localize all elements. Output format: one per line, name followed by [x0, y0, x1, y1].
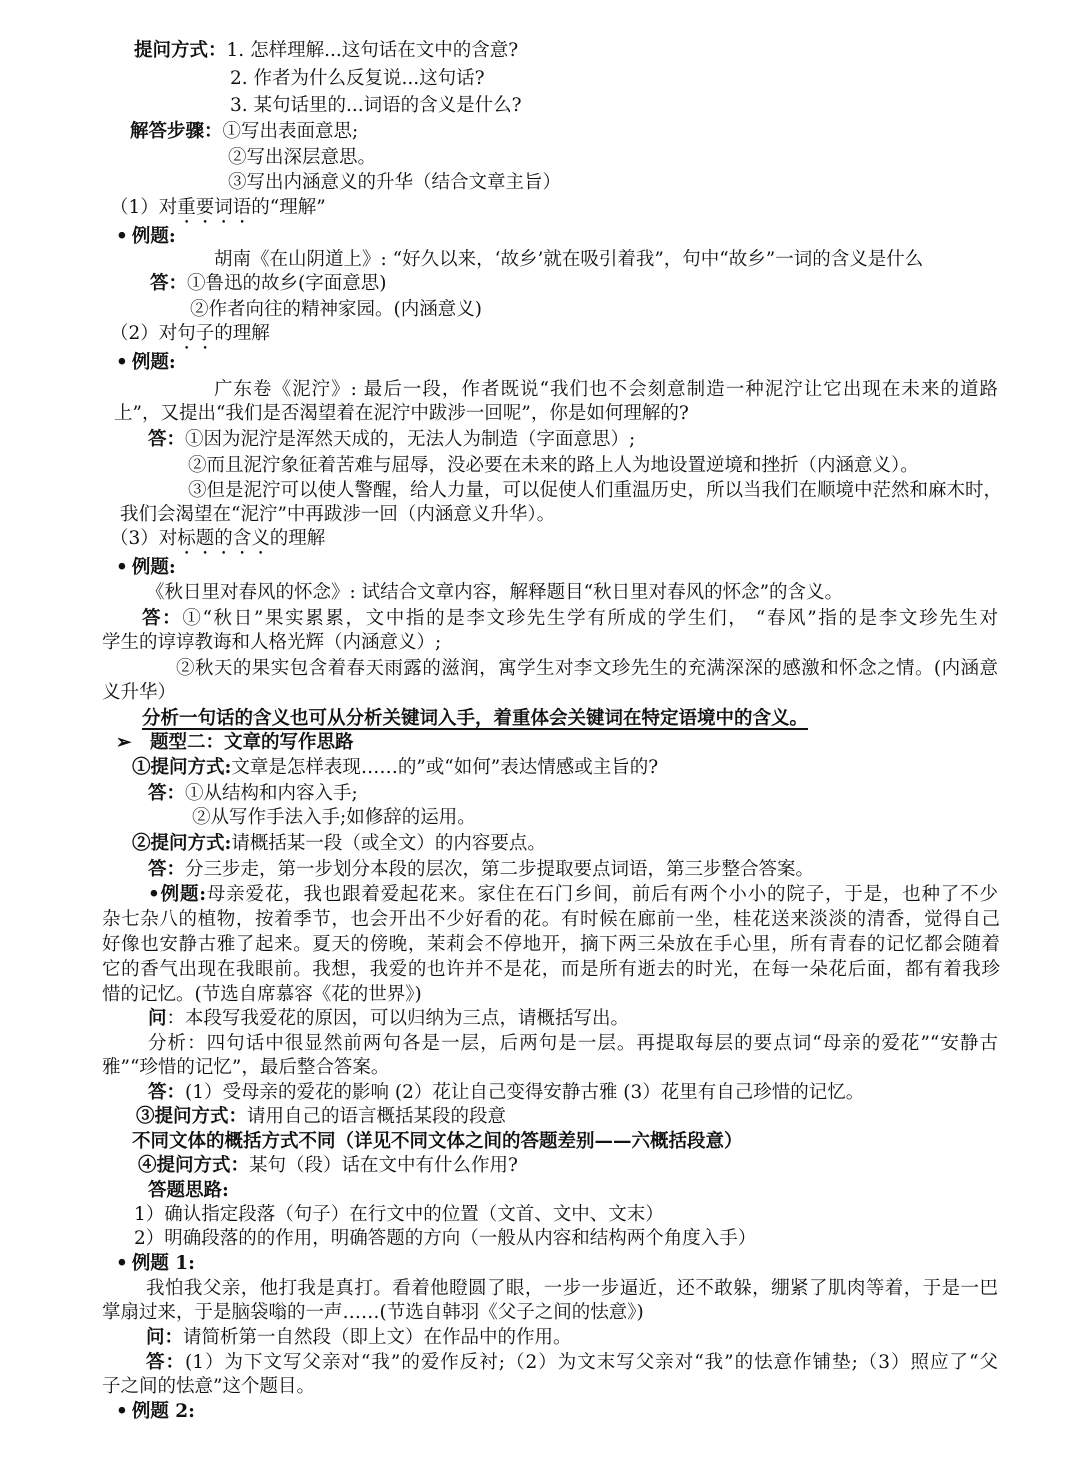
example-l3-text: 好像也安静古雅了起来。夏天的傍晚，茉莉会不停地开，摘下两三朵放在手心里，所有青春的记忆都会随着: [102, 934, 1000, 955]
section2-question-l1: 广东卷《泥泞》: 最后一段，作者既说“我们也不会刻意制造一种泥泞让它出现在未来的道路: [214, 379, 998, 400]
colon: ：: [165, 1352, 185, 1373]
type2-ex1-l2: [102, 1300, 644, 1326]
section1-answer-1-text: ①鲁迅的故乡(字面意思): [187, 273, 387, 294]
section1-heading-pre: （1）对: [110, 197, 178, 218]
section3-question: [146, 580, 843, 606]
bullet-icon: •: [116, 1401, 128, 1422]
example-label: 例题:: [131, 226, 176, 247]
answer-step-1: ①写出表面意思;: [222, 121, 359, 142]
section3-heading-dot: 标题的含义: [177, 528, 270, 549]
section3-answer-1b-text: 学生的谆谆教诲和人格光辉（内涵意义）;: [102, 632, 442, 653]
section3-answer-2a-text: ②秋天的果实包含着春天雨露的滋润，寓学生对李文珍先生的充满深深的感激和怀念之情。(内涵意: [176, 658, 998, 679]
type2-analysis-l1: [148, 1031, 998, 1057]
bullet-icon: •: [148, 884, 160, 905]
type2-ask: [148, 1006, 629, 1032]
bullet-icon: •: [116, 226, 128, 247]
answer-label: 答: [146, 1352, 166, 1373]
bullet-icon: •: [116, 1253, 128, 1274]
answer-label: 答: [142, 608, 163, 629]
q1-answer-2-text: ②从写作手法入手;如修辞的运用。: [192, 807, 476, 828]
diff-note-text: 不同文体的概括方式不同（详见不同文体之间的答题差别——六概括段意）: [132, 1131, 743, 1152]
ex1-l1-text: 我怕我父亲，他打我是真打。看着他瞪圆了眼，一步一步逼近，还不敢躲，绷紧了肌肉等着，于是一巴: [146, 1278, 998, 1299]
section3-heading-pre: （3）对: [110, 528, 178, 549]
colon: ：: [168, 273, 188, 294]
section2-question-l2: 上”，又提出“我们是否渴望着在泥泞中跋涉一回呢”，你是如何理解的?: [114, 403, 689, 424]
q4-label: ④提问方式: [138, 1155, 231, 1176]
q3-label: ③提问方式: [136, 1106, 229, 1127]
section3-answer-1a: [142, 606, 998, 632]
section3-example-label: [116, 555, 176, 581]
example-l2-text: 杂七杂八的植物，按着季节，也会开出不少好看的花。有时候在廊前一坐，桂花送来淡淡的清香，觉得自己: [102, 909, 1000, 930]
q2-answer-text: 分三步走，第一步划分本段的层次，第二步提取要点词语，第三步整合答案。: [185, 859, 815, 880]
answer-steps-line-1: [130, 119, 358, 145]
section2-heading-post: 的理解: [214, 323, 270, 344]
ask-label: 问: [146, 1327, 165, 1348]
answer-label: 答: [150, 273, 169, 294]
answer-label: 答: [148, 783, 167, 804]
section3-answer-2b-text: 义升华）: [102, 682, 177, 703]
answer-label: 答: [148, 1082, 167, 1103]
ex1-answer-l2-text: 子之间的怯意”这个题目。: [102, 1376, 315, 1397]
answer-step-3: ③写出内涵意义的升华（结合文章主旨）: [228, 172, 562, 193]
section2-question-line-1: [214, 377, 998, 403]
type2-title: [116, 730, 354, 756]
type2-idea-1: [134, 1202, 664, 1228]
section2-answer-3b-text: 我们会渴望在“泥泞”中再跋涉一回（内涵意义升华）。: [120, 504, 556, 525]
ask-method-3: 3. 某句话里的...词语的含义是什么?: [230, 95, 522, 116]
answer-steps-label: 解答步骤: [130, 121, 205, 142]
answer-steps-line-2: [228, 145, 376, 171]
section3-answer-1a-text: ①“秋日”果实累累，文中指的是李文珍先生学有所成的学生们， “春风”指的是李文珍先生对: [182, 608, 998, 629]
type2-ex1-label: [116, 1251, 195, 1277]
ex1-label-text: 例题 1:: [131, 1253, 195, 1274]
ask-method-line-1: [134, 38, 518, 64]
section3-question-text: 《秋日里对春风的怀念》: 试结合文章内容，解释题目“秋日里对春风的怀念”的含义。: [146, 582, 844, 603]
section2-answer-3b: [120, 502, 555, 528]
q4-text: 某句（段）话在文中有什么作用?: [249, 1155, 518, 1176]
section1-heading-post: 的“理解”: [251, 197, 326, 218]
section3-note: [142, 706, 808, 732]
colon: ：: [230, 1155, 250, 1176]
section1-example-label: [116, 224, 176, 250]
section2-answer-3a: [188, 478, 1003, 504]
type2-q4: [138, 1153, 518, 1179]
ask-method-2: 2. 作者为什么反复说...这句话?: [230, 68, 485, 89]
type2-title-text: 题型二：文章的写作思路: [150, 732, 354, 753]
section1-question-text: 胡南《在山阴道上》: “好久以来，‘故乡’就在吸引着我”，句中“故乡”一词的含义是什么: [214, 249, 924, 270]
type2-idea-2: [134, 1226, 756, 1252]
answer-step-2: ②写出深层意思。: [228, 147, 377, 168]
idea-1-text: 1）确认指定段落（句子）在行文中的位置（文首、文中、文末）: [134, 1204, 664, 1225]
section1-answer-2-text: ②作者向往的精神家园。(内涵意义): [190, 299, 482, 320]
ask-label: 问: [148, 1008, 167, 1029]
type2-example-l1: [148, 882, 998, 908]
type2-ex2-label: [116, 1399, 195, 1425]
section3-answer-1b: [102, 630, 441, 656]
type2-answer: [148, 1080, 864, 1106]
example-l1-text: 母亲爱花，我也跟着爱起花来。家住在石门乡间，前后有两个小小的院子，于是，也种了不少: [206, 884, 998, 905]
section1-heading-dot: 重要词语: [177, 197, 252, 218]
type2-q1-answer-2: [192, 805, 476, 831]
colon: ：: [166, 783, 186, 804]
section2-heading: [110, 321, 270, 347]
section2-question-line-2: [114, 401, 689, 427]
type2-ex1-l1: [146, 1276, 998, 1302]
q2-text: 请概括某一段（或全文）的内容要点。: [231, 833, 546, 854]
ask-method-line-2: [230, 66, 485, 92]
type2-ex1-answer-l2: [102, 1374, 315, 1400]
section3-answer-2b: [102, 680, 176, 706]
type2-q1-answer-1: [148, 781, 358, 807]
ask-text: 本段写我爱花的原因，可以归纳为三点，请概括写出。: [185, 1008, 630, 1029]
analysis-label: 分析: [148, 1033, 188, 1054]
section2-heading-pre: （2）对: [110, 323, 178, 344]
colon: ：: [164, 1327, 184, 1348]
colon: ：: [166, 1008, 186, 1029]
type2-idea-label: [148, 1178, 229, 1204]
colon: ：: [166, 859, 186, 880]
analysis-l2-text: 雅”“珍惜的记忆”，最后整合答案。: [102, 1057, 390, 1078]
q3-text: 请用自己的语言概括某段的段意: [247, 1106, 507, 1127]
section3-heading: [110, 526, 325, 552]
type2-example-l5: [102, 982, 422, 1008]
answer-label: 答: [148, 859, 167, 880]
q1-answer-1-text: ①从结构和内容入手;: [185, 783, 358, 804]
section1-question: [214, 247, 923, 273]
colon: ：: [166, 1082, 186, 1103]
colon: ：: [187, 1033, 207, 1054]
example-label: 例题:: [131, 352, 176, 373]
type2-q2-answer: [148, 857, 814, 883]
type2-diff-note: [132, 1129, 743, 1155]
colon: ：: [162, 608, 183, 629]
type2-example-l2: [102, 907, 1000, 933]
colon: ：: [204, 121, 223, 142]
q1-text: 文章是怎样表现……的”或“如何”表达情感或主旨的?: [231, 757, 659, 778]
section3-answer-2a: [176, 656, 998, 682]
colon: ：: [208, 40, 227, 61]
arrow-icon: ➢: [116, 732, 132, 753]
ex1-answer-l1-text: (1）为下文写父亲对“我”的爱作反衬;（2）为文末写父亲对“我”的怯意作铺垫;（3）照应了“父: [185, 1352, 998, 1373]
section2-example-label: [116, 350, 176, 376]
answer-label: 答: [148, 429, 167, 450]
ask-method-label: 提问方式: [134, 40, 209, 61]
section1-answer-2: [190, 297, 482, 323]
example-l5-text: 惜的记忆。(节选自席慕容《花的世界》): [102, 984, 422, 1005]
type2-example-l4: [102, 957, 1000, 983]
section2-answer-2: [188, 453, 919, 479]
section2-heading-dot: 句子: [177, 323, 215, 344]
type2-analysis-l2: [102, 1055, 389, 1081]
colon: ：: [166, 429, 186, 450]
section2-answer-3a-text: ③但是泥泞可以使人警醒，给人力量，可以促使人们重温历史，所以当我们在顺境中茫然和麻木时，: [188, 480, 1003, 501]
type2-q2: [132, 831, 546, 857]
type2-example-l3: [102, 932, 1000, 958]
section1-answer-1: [150, 271, 386, 297]
analysis-l1-text: 四句话中很显然前两句各是一层，后两句是一层。再提取每层的要点词“母亲的爱花”“安静古: [206, 1033, 998, 1054]
bullet-icon: •: [116, 352, 128, 373]
ex1-ask-text: 请简析第一自然段（即上文）在作品中的作用。: [183, 1327, 572, 1348]
type2-ex1-answer-l1: [146, 1350, 998, 1376]
type2-q1: [132, 755, 658, 781]
example-l4-text: 它的香气出现在我眼前。我想，我爱的也许并不是花，而是所有逝去的时光，在每一朵花后面，都有着我珍: [102, 959, 1000, 980]
ex2-label-text: 例题 2:: [131, 1401, 195, 1422]
answer-text: (1）受母亲的爱花的影响 (2）花让自己变得安静古雅 (3）花里有自己珍惜的记忆。: [185, 1082, 865, 1103]
bullet-icon: •: [116, 557, 128, 578]
type2-ex1-ask: [146, 1325, 572, 1351]
example-label: 例题:: [131, 557, 176, 578]
section1-heading: [110, 195, 326, 221]
idea-2-text: 2）明确段落的的作用，明确答题的方向（一般从内容和结构两个角度入手）: [134, 1228, 757, 1249]
section3-note-text: 分析一句话的含义也可从分析关键词入手，着重体会关键词在特定语境中的含义。: [142, 708, 809, 729]
idea-label-text: 答题思路:: [148, 1180, 229, 1201]
colon: ：: [228, 1106, 248, 1127]
ask-method-line-3: [230, 93, 522, 119]
q1-label: ①提问方式:: [132, 757, 232, 778]
example-label: 例题:: [159, 884, 207, 905]
section2-answer-2-text: ②而且泥泞象征着苦难与屈辱，没必要在未来的路上人为地设置逆境和挫折（内涵意义）。: [188, 455, 919, 476]
type2-q3: [136, 1104, 506, 1130]
section2-answer-1: [148, 427, 635, 453]
section3-heading-post: 的理解: [269, 528, 326, 549]
q2-label: ②提问方式:: [132, 833, 232, 854]
ex1-l2-text: 掌扇过来，于是脑袋嗡的一声……(节选自韩羽《父子之间的怯意》): [102, 1302, 644, 1323]
ask-method-1: 1. 怎样理解...这句话在文中的含意?: [226, 40, 519, 61]
section2-answer-1-text: ①因为泥泞是浑然天成的，无法人为制造（字面意思）;: [185, 429, 636, 450]
answer-steps-line-3: [228, 170, 561, 196]
